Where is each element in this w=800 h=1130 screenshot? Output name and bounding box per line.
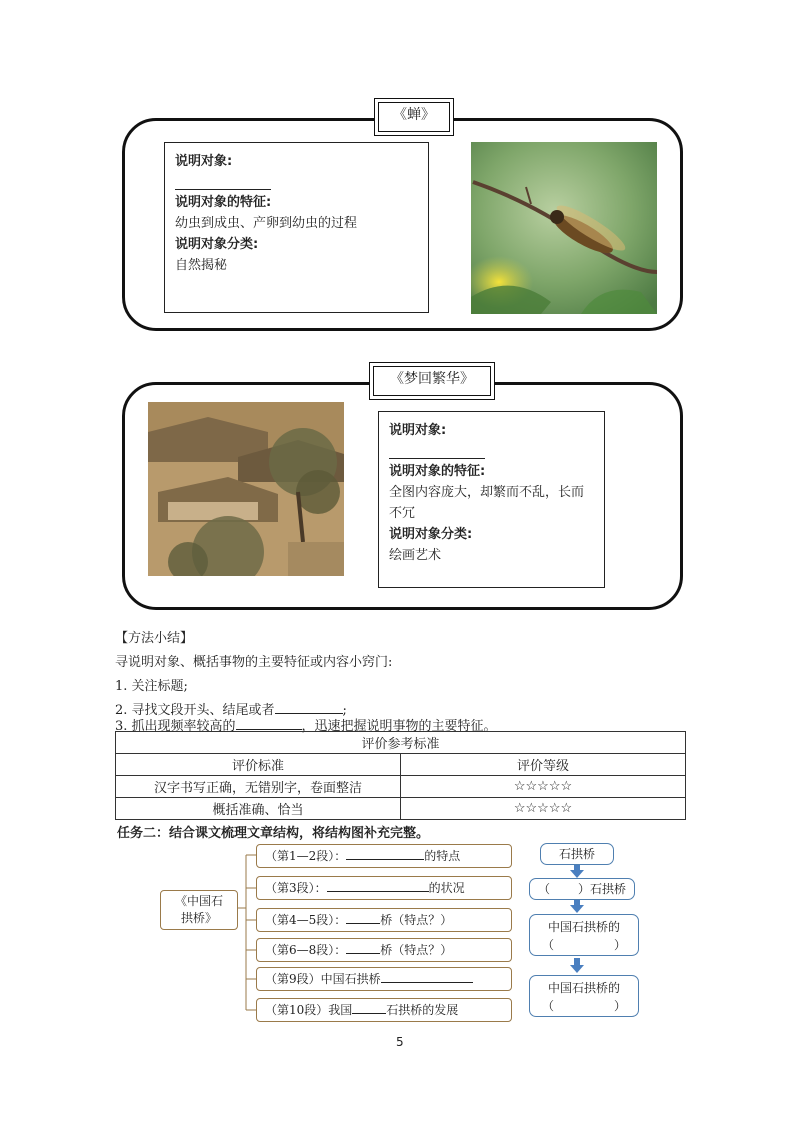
painting-category-label: 说明对象分类:: [389, 527, 473, 542]
painting-object-label: 说明对象:: [389, 423, 447, 438]
method-item-1: 1. 关注标题;: [115, 679, 188, 694]
structure-item-1-label: （第1—2段）：: [265, 849, 347, 863]
flow-box-china-bridge-1-line-2: （ ）: [541, 938, 626, 952]
cicada-feature-label: 说明对象的特征:: [175, 195, 272, 210]
flow-box-china-bridge-2-line-2: （ ）: [541, 999, 626, 1013]
structure-item-2-blank[interactable]: [327, 878, 429, 892]
structure-root-line-2: 拱桥》: [180, 911, 217, 925]
evaluation-col-standard: 评价标准: [116, 754, 401, 776]
structure-item-3: [256, 908, 512, 932]
structure-item-5: [256, 967, 512, 991]
page-number: 5: [396, 1035, 404, 1049]
cicada-title-text: 《蝉》: [378, 102, 450, 132]
cicada-feature-text: 幼虫到成虫、产卵到幼虫的过程: [175, 216, 358, 231]
flow-box-china-bridge-1[interactable]: [529, 914, 639, 956]
painting-feature-label: 说明对象的特征:: [389, 464, 486, 479]
structure-item-5-label: （第9段）中国石拱桥: [265, 972, 381, 986]
structure-item-2: [256, 876, 512, 900]
structure-item-6-suffix: 石拱桥的发展: [386, 1003, 459, 1017]
structure-item-3-blank[interactable]: [346, 910, 380, 924]
structure-item-2-suffix: 的状况: [428, 881, 465, 895]
flow-box-bridge-type-open: （: [537, 882, 550, 896]
method-item-2-pre: 2. 寻找文段开头、结尾或者: [115, 703, 275, 718]
flow-arrow-3-icon: [570, 965, 584, 973]
method-item-3-pre: 3. 抓出现频率较高的: [115, 719, 236, 734]
painting-feature-text-2: 不冗: [389, 506, 416, 521]
evaluation-standard-cell: 汉字书写正确，无错别字，卷面整洁: [116, 776, 401, 798]
flow-arrow-2-icon: [570, 905, 584, 913]
structure-item-6-blank[interactable]: [352, 1000, 386, 1014]
flow-box-bridge-type-close: ）石拱桥: [578, 882, 627, 896]
cicada-category-text: 自然揭秘: [175, 258, 228, 273]
structure-item-4: [256, 938, 512, 962]
structure-item-5-blank[interactable]: [381, 969, 473, 983]
structure-root-line-1: 《中国石: [174, 894, 223, 908]
structure-item-6: [256, 998, 512, 1022]
structure-item-3-suffix: 桥（特点？）: [380, 913, 453, 927]
structure-item-1: [256, 844, 512, 868]
structure-item-4-label: （第6—8段）：: [265, 943, 347, 957]
cicada-object-label: 说明对象:: [175, 154, 233, 169]
flow-box-bridge-type[interactable]: [529, 878, 635, 900]
flow-box-stone-arch-bridge: 石拱桥: [540, 843, 614, 865]
structure-item-1-blank[interactable]: [346, 846, 424, 860]
evaluation-grade-stars[interactable]: ☆☆☆☆☆: [401, 776, 686, 798]
structure-root-box: [160, 890, 238, 930]
evaluation-standard-cell: 概括准确、恰当: [116, 798, 401, 820]
method-intro: 寻说明对象、概括事物的主要特征或内容小窍门:: [115, 655, 393, 670]
structure-item-6-label: （第10段）我国: [265, 1003, 353, 1017]
flow-box-china-bridge-2-line-1: 中国石拱桥的: [547, 981, 620, 995]
structure-item-4-blank[interactable]: [346, 940, 380, 954]
evaluation-caption: 评价参考标准: [116, 732, 686, 754]
structure-item-1-suffix: 的特点: [424, 849, 461, 863]
flow-box-china-bridge-1-line-1: 中国石拱桥的: [547, 920, 620, 934]
structure-item-2-label: （第3段）：: [265, 881, 327, 895]
cicada-category-label: 说明对象分类:: [175, 237, 259, 252]
flow-arrow-1-icon: [570, 870, 584, 878]
flow-box-china-bridge-2[interactable]: [529, 975, 639, 1017]
task2-title: 任务二：结合课文梳理文章结构，将结构图补充完整。: [117, 826, 430, 841]
structure-item-3-label: （第4—5段）：: [265, 913, 347, 927]
painting-feature-text-1: 全图内容庞大，却繁而不乱，长而: [389, 485, 585, 500]
evaluation-col-grade: 评价等级: [401, 754, 686, 776]
painting-category-text: 绘画艺术: [389, 548, 442, 563]
method-item-2-post: ;: [342, 703, 347, 718]
structure-item-4-suffix: 桥（特点？）: [380, 943, 453, 957]
evaluation-grade-stars[interactable]: ☆☆☆☆☆: [401, 798, 686, 820]
painting-title-text: 《梦回繁华》: [373, 366, 491, 396]
method-item-3-post: ，迅速把握说明事物的主要特征。: [301, 719, 497, 734]
method-heading: 【方法小结】: [115, 631, 194, 646]
